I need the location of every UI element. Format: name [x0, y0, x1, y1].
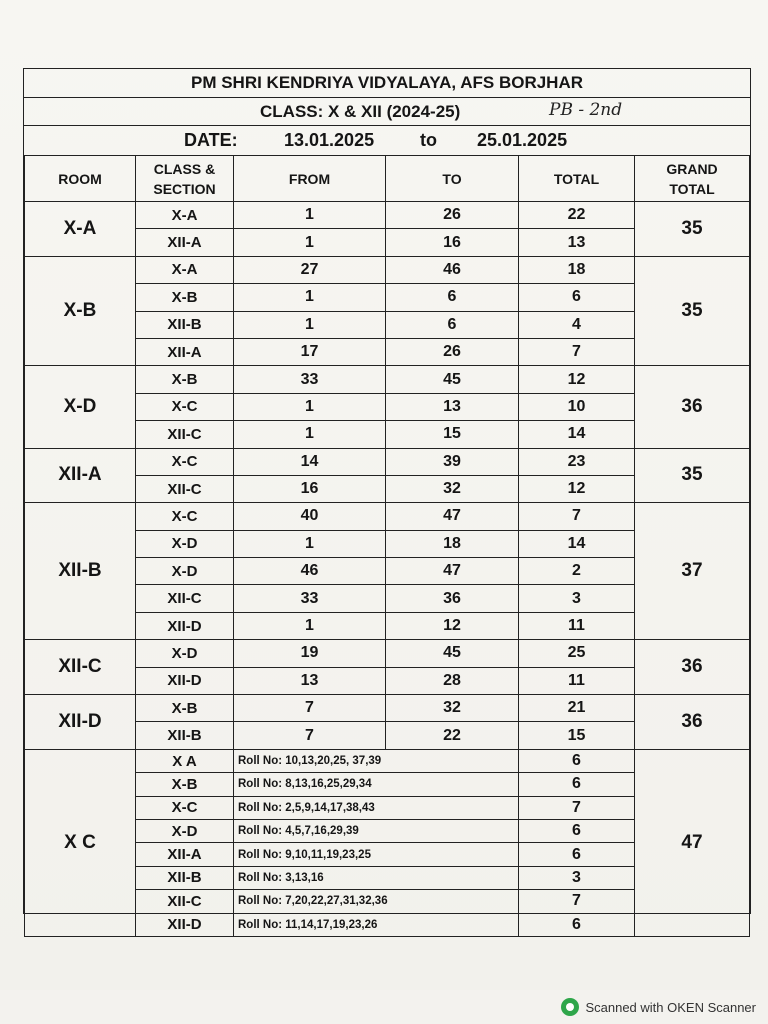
total-cell: 6 — [519, 819, 635, 842]
to-cell: 16 — [386, 229, 519, 256]
to-cell: 6 — [386, 284, 519, 311]
from-cell: 33 — [234, 366, 386, 393]
total-cell: 10 — [519, 393, 635, 420]
to-cell: 32 — [386, 475, 519, 502]
total-cell: 18 — [519, 256, 635, 283]
room-cell: X C — [25, 749, 136, 936]
from-cell: 1 — [234, 284, 386, 311]
roll-numbers-cell: Roll No: 3,13,16 — [234, 866, 519, 889]
from-cell: 1 — [234, 202, 386, 229]
section-cell: X-A — [136, 256, 234, 283]
col-from: FROM — [234, 156, 386, 202]
total-cell: 21 — [519, 695, 635, 722]
total-cell: 4 — [519, 311, 635, 338]
roll-numbers-cell: Roll No: 7,20,22,27,31,32,36 — [234, 890, 519, 913]
section-cell: XII-C — [136, 890, 234, 913]
total-cell: 25 — [519, 640, 635, 667]
to-cell: 12 — [386, 612, 519, 639]
room-cell: XII-D — [25, 695, 136, 750]
from-cell: 1 — [234, 530, 386, 557]
from-cell: 40 — [234, 503, 386, 530]
col-room: ROOM — [25, 156, 136, 202]
grand-total-cell: 47 — [635, 749, 750, 936]
table-row — [25, 749, 750, 772]
from-cell: 1 — [234, 421, 386, 448]
section-cell: X-C — [136, 503, 234, 530]
date-to: 25.01.2025 — [477, 130, 568, 150]
total-cell: 7 — [519, 796, 635, 819]
section-cell: XII-A — [136, 229, 234, 256]
section-cell: X-D — [136, 530, 234, 557]
table-row — [25, 695, 750, 722]
total-cell: 11 — [519, 667, 635, 694]
grand-total-cell: 35 — [635, 448, 750, 503]
room-cell: X-B — [25, 256, 136, 366]
class-row — [24, 98, 750, 126]
total-cell: 11 — [519, 612, 635, 639]
to-cell: 15 — [386, 421, 519, 448]
total-cell: 14 — [519, 530, 635, 557]
section-cell: XII-B — [136, 722, 234, 749]
section-cell: X-D — [136, 558, 234, 585]
to-cell: 26 — [386, 338, 519, 365]
total-cell: 6 — [519, 284, 635, 311]
total-cell: 13 — [519, 229, 635, 256]
roll-numbers-cell: Roll No: 10,13,20,25, 37,39 — [234, 749, 519, 772]
grand-total-cell: 36 — [635, 640, 750, 695]
section-cell: XII-D — [136, 913, 234, 936]
grand-total-cell: 35 — [635, 202, 750, 257]
grand-total-cell: 35 — [635, 256, 750, 366]
from-cell: 13 — [234, 667, 386, 694]
date-label: DATE: — [184, 130, 238, 150]
from-cell: 19 — [234, 640, 386, 667]
total-cell: 7 — [519, 503, 635, 530]
date-row — [24, 126, 750, 155]
table-row — [25, 503, 750, 530]
scanner-logo-icon — [561, 998, 579, 1016]
from-cell: 1 — [234, 311, 386, 338]
roll-numbers-cell: Roll No: 11,14,17,19,23,26 — [234, 913, 519, 936]
scanner-watermark — [561, 998, 756, 1016]
total-cell: 3 — [519, 585, 635, 612]
room-cell: XII-C — [25, 640, 136, 695]
section-cell: X-B — [136, 366, 234, 393]
room-cell: X-D — [25, 366, 136, 448]
table-header-row — [25, 156, 750, 202]
section-cell: XII-C — [136, 475, 234, 502]
school-title-row — [24, 69, 750, 98]
to-cell: 13 — [386, 393, 519, 420]
total-cell: 23 — [519, 448, 635, 475]
section-cell: X-D — [136, 819, 234, 842]
from-cell: 7 — [234, 722, 386, 749]
to-cell: 46 — [386, 256, 519, 283]
table-row — [25, 448, 750, 475]
section-cell: X-C — [136, 393, 234, 420]
from-cell: 16 — [234, 475, 386, 502]
total-cell: 14 — [519, 421, 635, 448]
roll-numbers-cell: Roll No: 9,10,11,19,23,25 — [234, 843, 519, 866]
section-cell: XII-D — [136, 612, 234, 639]
room-cell: X-A — [25, 202, 136, 257]
section-cell: X-B — [136, 695, 234, 722]
to-cell: 6 — [386, 311, 519, 338]
table-row — [25, 202, 750, 229]
total-cell: 15 — [519, 722, 635, 749]
section-cell: X-C — [136, 448, 234, 475]
to-cell: 22 — [386, 722, 519, 749]
school-title: PM SHRI KENDRIYA VIDYALAYA, AFS BORJHAR — [190, 73, 584, 92]
from-cell: 33 — [234, 585, 386, 612]
from-cell: 7 — [234, 695, 386, 722]
total-cell: 6 — [519, 913, 635, 936]
to-cell: 47 — [386, 558, 519, 585]
total-cell: 2 — [519, 558, 635, 585]
handwritten-note: PB - 2nd — [549, 100, 623, 120]
section-cell: X-D — [136, 640, 234, 667]
section-cell: X A — [136, 749, 234, 772]
total-cell: 3 — [519, 866, 635, 889]
from-cell: 1 — [234, 393, 386, 420]
col-grand-total: GRAND TOTAL — [635, 156, 750, 202]
section-cell: XII-B — [136, 311, 234, 338]
total-cell: 22 — [519, 202, 635, 229]
table-row — [25, 366, 750, 393]
to-cell: 36 — [386, 585, 519, 612]
to-cell: 39 — [386, 448, 519, 475]
col-class-section: CLASS & SECTION — [136, 156, 234, 202]
section-cell: XII-D — [136, 667, 234, 694]
to-cell: 45 — [386, 640, 519, 667]
from-cell: 27 — [234, 256, 386, 283]
grand-total-cell: 36 — [635, 695, 750, 750]
room-cell: XII-A — [25, 448, 136, 503]
section-cell: XII-C — [136, 585, 234, 612]
section-cell: XII-C — [136, 421, 234, 448]
total-cell: 6 — [519, 749, 635, 772]
from-cell: 17 — [234, 338, 386, 365]
date-from: 13.01.2025 — [284, 130, 375, 150]
section-cell: XII-A — [136, 338, 234, 365]
section-cell: XII-A — [136, 843, 234, 866]
roll-numbers-cell: Roll No: 2,5,9,14,17,38,43 — [234, 796, 519, 819]
total-cell: 6 — [519, 843, 635, 866]
section-cell: X-B — [136, 773, 234, 796]
from-cell: 14 — [234, 448, 386, 475]
col-to: TO — [386, 156, 519, 202]
total-cell: 6 — [519, 773, 635, 796]
section-cell: X-A — [136, 202, 234, 229]
roll-numbers-cell: Roll No: 8,13,16,25,29,34 — [234, 773, 519, 796]
col-total: TOTAL — [519, 156, 635, 202]
class-line: CLASS: X & XII (2024-25) — [260, 102, 461, 121]
from-cell: 1 — [234, 229, 386, 256]
total-cell: 7 — [519, 338, 635, 365]
total-cell: 7 — [519, 890, 635, 913]
table-row — [25, 640, 750, 667]
section-cell: X-C — [136, 796, 234, 819]
seating-table — [24, 155, 750, 937]
to-cell: 45 — [386, 366, 519, 393]
grand-total-cell: 37 — [635, 503, 750, 640]
grand-total-cell: 36 — [635, 366, 750, 448]
section-cell: XII-B — [136, 866, 234, 889]
to-cell: 47 — [386, 503, 519, 530]
to-cell: 18 — [386, 530, 519, 557]
scanner-text: Scanned with OKEN Scanner — [585, 999, 756, 1015]
from-cell: 1 — [234, 612, 386, 639]
section-cell: X-B — [136, 284, 234, 311]
from-cell: 46 — [234, 558, 386, 585]
table-row — [25, 256, 750, 283]
seating-plan-sheet — [23, 68, 751, 934]
room-cell: XII-B — [25, 503, 136, 640]
date-to-word: to — [420, 130, 437, 150]
total-cell: 12 — [519, 366, 635, 393]
to-cell: 26 — [386, 202, 519, 229]
total-cell: 12 — [519, 475, 635, 502]
to-cell: 28 — [386, 667, 519, 694]
roll-numbers-cell: Roll No: 4,5,7,16,29,39 — [234, 819, 519, 842]
to-cell: 32 — [386, 695, 519, 722]
